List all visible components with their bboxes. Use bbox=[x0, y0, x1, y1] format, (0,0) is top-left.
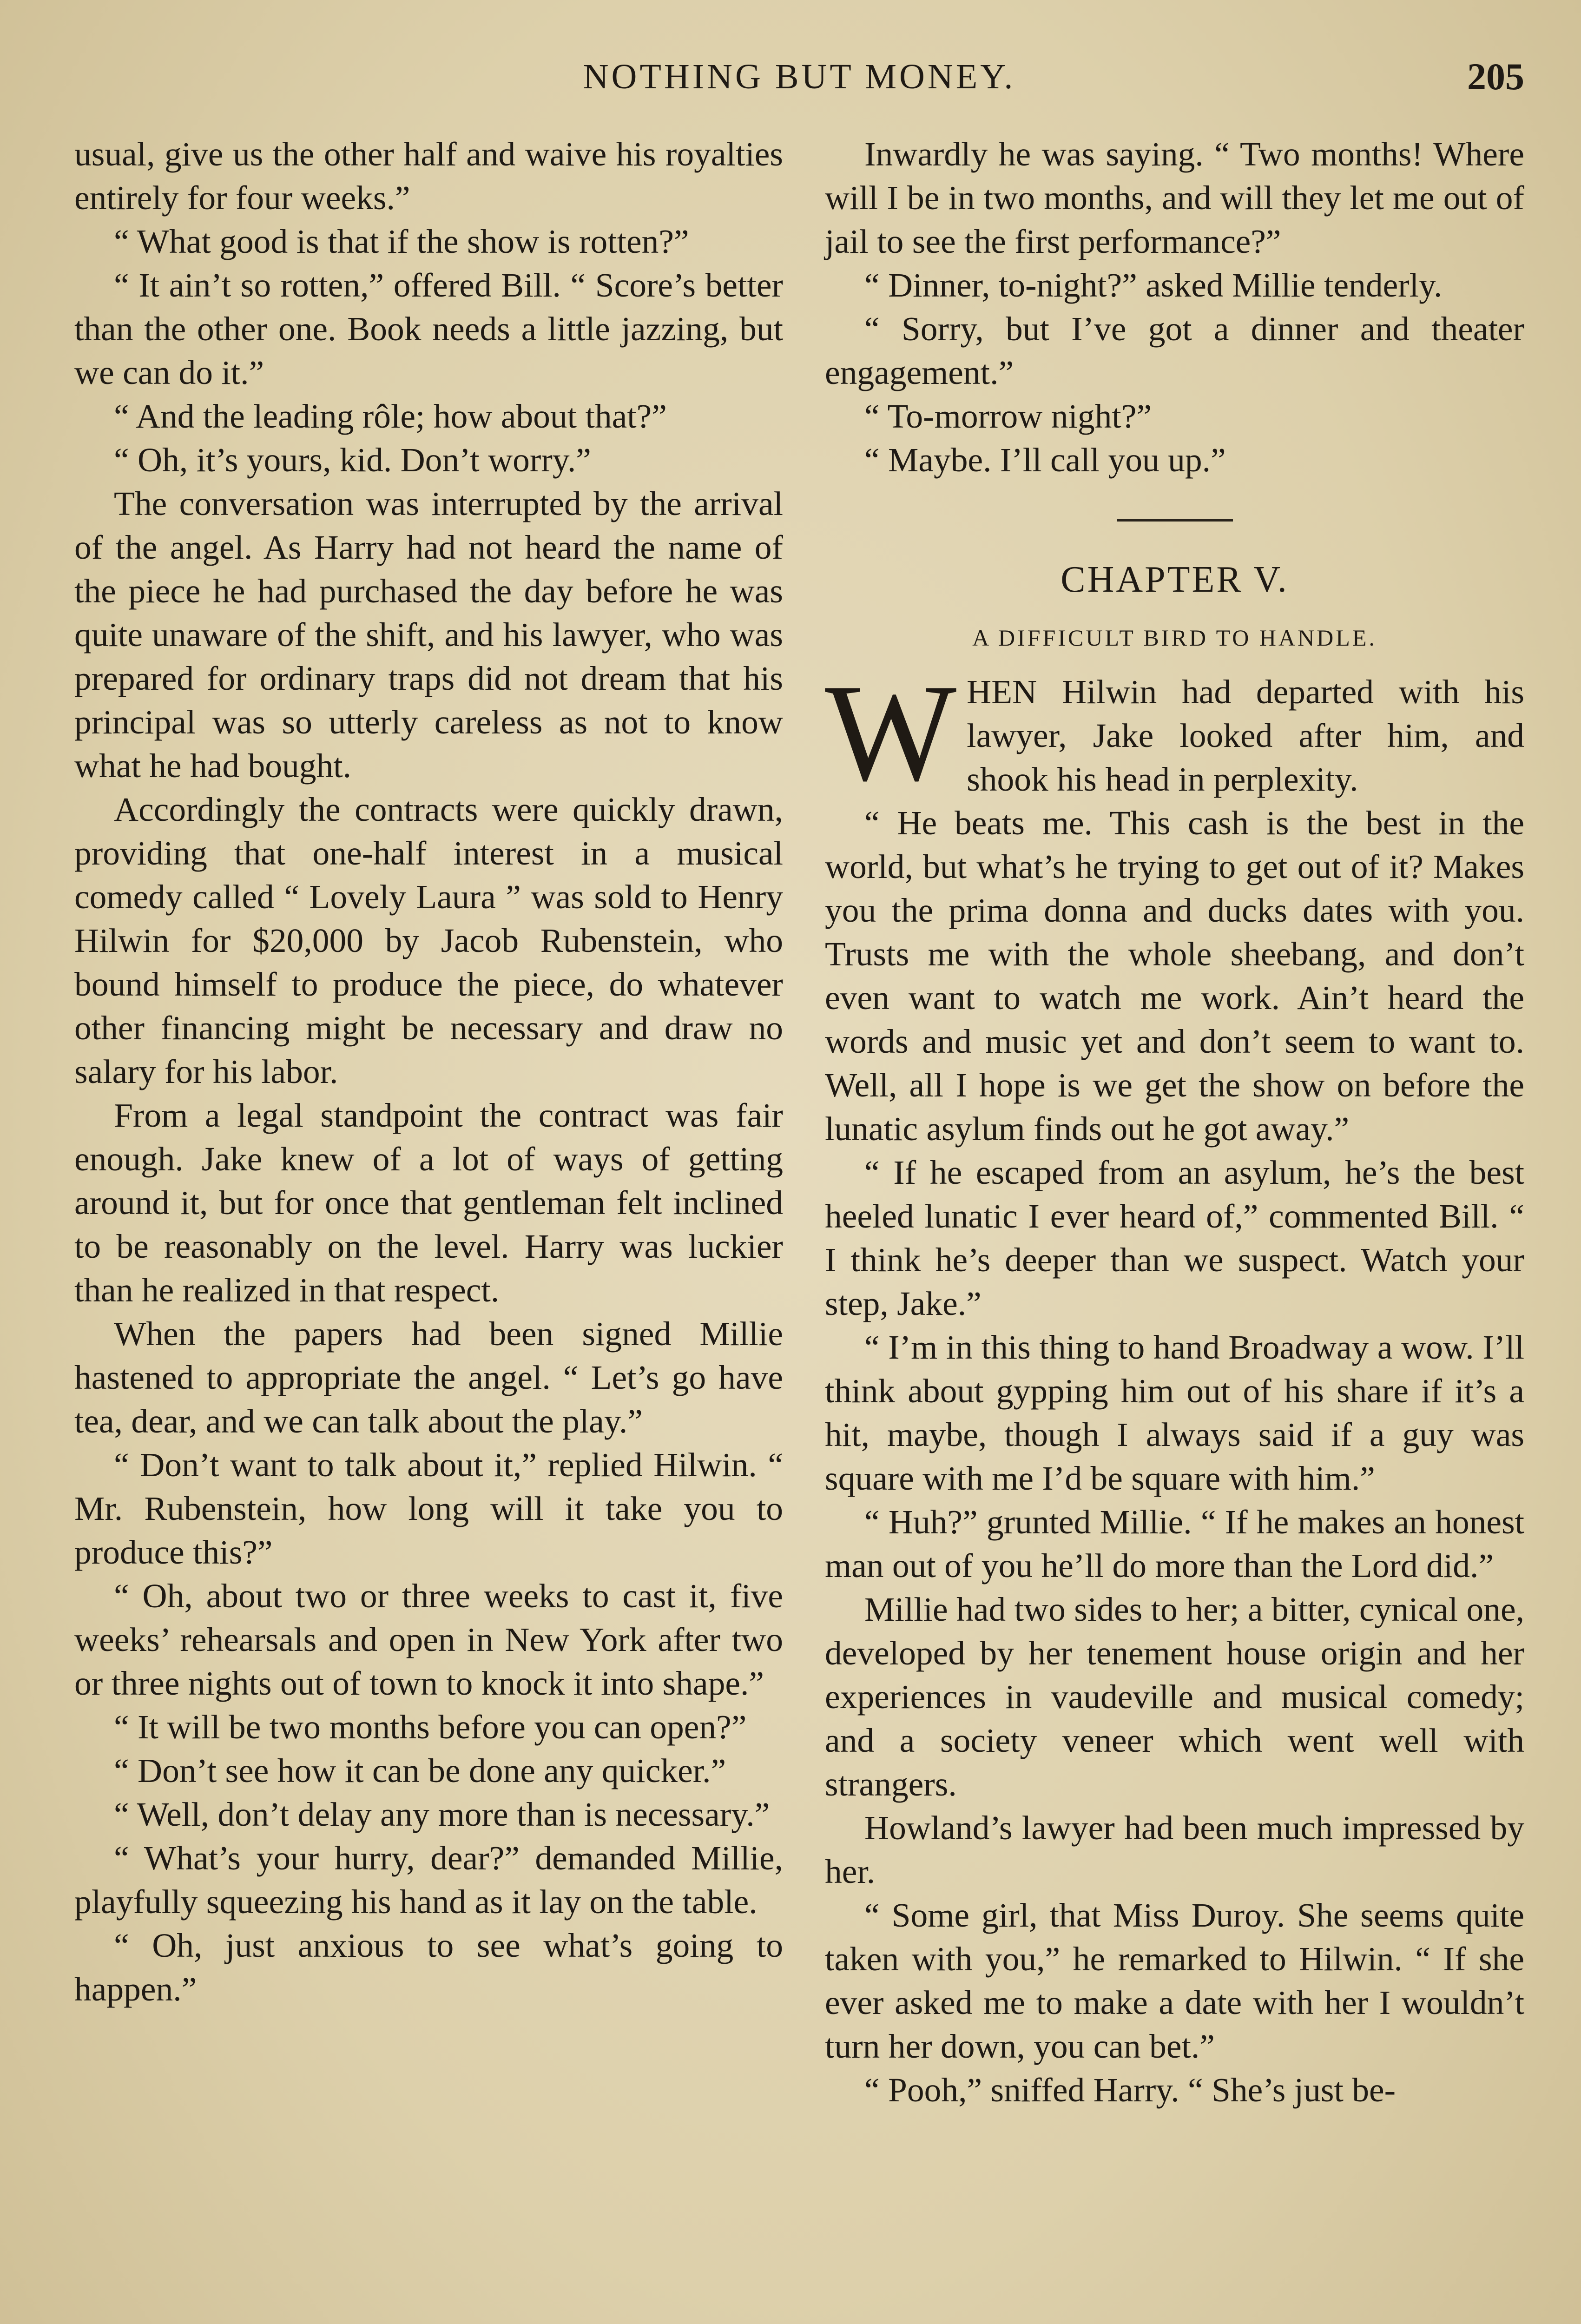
chapter-subtitle: A DIFFICULT BIRD TO HANDLE. bbox=[972, 625, 1377, 651]
chapter-title: CHAPTER V. bbox=[1061, 559, 1289, 600]
paragraph: Inwardly he was saying. “ Two months! Where will I be in two months, and will they let me out of jail to see the first performance?” bbox=[825, 135, 1524, 260]
paragraph: “ To-morrow night?” bbox=[864, 397, 1152, 435]
running-title: NOTHING BUT MONEY. bbox=[583, 57, 1016, 96]
paragraph: “ I’m in this thing to hand Broadway a wow. I’ll think about gypping him out of his share if it’s a hit, maybe, though I always said if a guy was square with me I’d be square with him.” bbox=[825, 1328, 1524, 1497]
paragraph: “ Maybe. I’ll call you up.” bbox=[864, 441, 1226, 479]
paragraph: “ Dinner, to-night?” asked Millie tenderly. bbox=[864, 266, 1443, 304]
paragraph: “ What’s your hurry, dear?” demanded Millie, playfully squeezing his hand as it lay on the table. bbox=[74, 1839, 783, 1921]
paragraph: “ He beats me. This cash is the best in the world, but what’s he trying to get out of it? Makes you the prima donna and ducks dates with you. Trusts me with the whole sheebang, and don’t even want to watch me work. Ain’t heard the words and music yet and don’t seem to want to. Well, all I hope is we get the show on before the lunatic asylum finds out he got away.” bbox=[825, 804, 1524, 1148]
opening-text: HEN Hilwin had departed with his lawyer, Jake looked after him, and shook his head in perplexity. bbox=[967, 673, 1524, 798]
paragraph: Millie had two sides to her; a bitter, cynical one, developed by her tenement house origin and her experiences in vaudeville and musical comedy; and a society veneer which went well with strangers. bbox=[825, 1591, 1524, 1803]
page-number: 205 bbox=[1467, 55, 1524, 98]
paragraph: usual, give us the other half and waive his royalties entirely for four weeks.” bbox=[74, 135, 783, 217]
paragraph: “ Huh?” grunted Millie. “ If he makes an honest man out of you he’ll do more than the Lord did.” bbox=[825, 1503, 1524, 1585]
paragraph: “ It ain’t so rotten,” offered Bill. “ Score’s better than the other one. Book needs a little jazzing, but we can do it.” bbox=[74, 266, 783, 391]
paragraph: “ Sorry, but I’ve got a dinner and theater engagement.” bbox=[825, 310, 1524, 391]
paragraph: “ Oh, just anxious to see what’s going to happen.” bbox=[74, 1927, 783, 2008]
chapter-opening-paragraph bbox=[825, 655, 1524, 810]
paragraph: The conversation was interrupted by the arrival of the angel. As Harry had not heard the name of the piece he had purchased the day before he was quite unaware of the shift, and his lawyer, who was prepared for ordinary traps did not dream that his principal was so utterly careless as not to know what he had bought. bbox=[74, 485, 783, 785]
paragraph: “ Pooh,” sniffed Harry. “ She’s just be- bbox=[864, 2071, 1396, 2109]
paragraph: Accordingly the contracts were quickly drawn, providing that one-half interest in a musical comedy called “ Lovely Laura ” was sold to Henry Hilwin for $20,000 by Jacob Rubenstein, who bound himself to produce the piece, do whatever other financing might be necessary and draw no salary for his labor. bbox=[74, 791, 783, 1090]
paragraph: “ And the leading rôle; how about that?” bbox=[114, 397, 667, 435]
section-divider bbox=[1117, 519, 1233, 522]
paragraph: “ Don’t see how it can be done any quicker.” bbox=[114, 1752, 726, 1789]
page-header bbox=[74, 51, 1524, 102]
right-column bbox=[825, 132, 1524, 2112]
paragraph: “ Don’t want to talk about it,” replied Hilwin. “ Mr. Rubenstein, how long will it take you to produce this?” bbox=[74, 1446, 783, 1571]
paragraph: “ Some girl, that Miss Duroy. She seems quite taken with you,” he remarked to Hilwin. “ If she ever asked me to make a date with her I wouldn’t turn her down, you can bet.” bbox=[825, 1896, 1524, 2065]
paragraph: “ Well, don’t delay any more than is necessary.” bbox=[114, 1796, 770, 1833]
paragraph: “ It will be two months before you can open?” bbox=[114, 1708, 747, 1746]
paragraph: “ If he escaped from an asylum, he’s the best heeled lunatic I ever heard of,” commented Bill. “ I think he’s deeper than we suspect. Watch your step, Jake.” bbox=[825, 1154, 1524, 1322]
paragraph: When the papers had been signed Millie hastened to appropriate the angel. “ Let’s go have tea, dear, and we can talk about the play.” bbox=[74, 1315, 783, 1440]
paragraph: From a legal standpoint the contract was fair enough. Jake knew of a lot of ways of getting around it, but for once that gentleman felt inclined to be reasonably on the level. Harry was luckier than he realized in that respect. bbox=[74, 1096, 783, 1309]
paragraph: “ Oh, about two or three weeks to cast it, five weeks’ rehearsals and open in New York after two or three nights out of town to knock it into shape.” bbox=[74, 1577, 783, 1702]
drop-cap: W bbox=[825, 655, 957, 810]
left-column bbox=[74, 132, 783, 2011]
paragraph: “ Oh, it’s yours, kid. Don’t worry.” bbox=[114, 441, 591, 479]
paragraph: Howland’s lawyer had been much impressed by her. bbox=[825, 1809, 1524, 1890]
paragraph: “ What good is that if the show is rotten?” bbox=[114, 223, 689, 260]
